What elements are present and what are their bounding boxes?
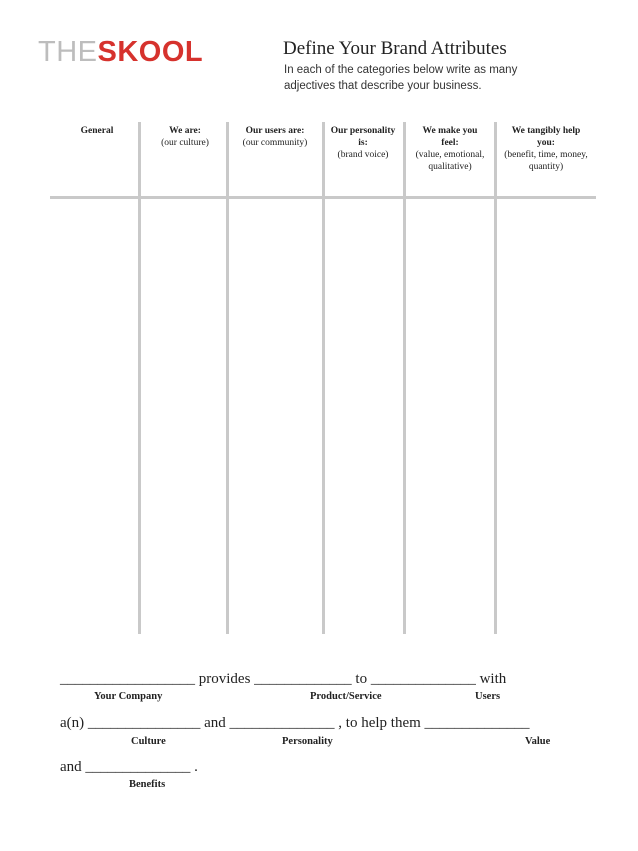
column-header-general (58, 125, 136, 137)
statement-line-1: __________________ provides _____________ to ______________ with (60, 671, 507, 687)
label-product-service: Product/Service (310, 691, 382, 702)
column-header-general-title: General (80, 126, 114, 136)
column-header-community-note: (our community) (242, 138, 308, 148)
logo-skool: SKOOL (97, 36, 204, 68)
column-divider (494, 122, 497, 634)
label-value: Value (525, 736, 551, 747)
column-header-tangible-note: (benefit, time, money, quantity) (504, 150, 588, 172)
column-header-feel-title: We make you feel: (422, 126, 478, 148)
column-divider (138, 122, 141, 634)
label-users: Users (475, 691, 501, 702)
column-header-personality-title: Our personality is: (330, 126, 396, 148)
column-divider (403, 122, 406, 634)
column-header-culture-title: We are: (169, 126, 201, 136)
column-header-community (231, 125, 319, 149)
label-your-company: Your Company (94, 691, 163, 702)
column-divider (322, 122, 325, 634)
column-header-feel (413, 125, 487, 173)
column-header-feel-note: (value, emotional, qualitative) (415, 150, 485, 172)
column-header-tangible-title: We tangibly help you: (511, 126, 581, 148)
statement-line-2: a(n) _______________ and ______________ , to help them ______________ (60, 715, 530, 731)
statement-line-3: and ______________ . (60, 759, 198, 775)
page-subtitle: In each of the categories below write as many adjectives that describe your business. (284, 64, 518, 92)
label-benefits: Benefits (129, 779, 166, 790)
column-header-personality (330, 125, 396, 161)
column-header-personality-note: (brand voice) (337, 150, 389, 160)
label-personality: Personality (282, 736, 333, 747)
logo-the: THE (38, 36, 98, 68)
column-header-community-title: Our users are: (245, 126, 305, 136)
column-header-culture-note: (our culture) (161, 138, 209, 148)
column-header-tangible (502, 125, 590, 173)
theskool-logo (38, 38, 203, 67)
page-title: Define Your Brand Attributes (283, 38, 507, 59)
column-header-culture (146, 125, 224, 149)
label-culture: Culture (131, 736, 166, 747)
column-divider (226, 122, 229, 634)
